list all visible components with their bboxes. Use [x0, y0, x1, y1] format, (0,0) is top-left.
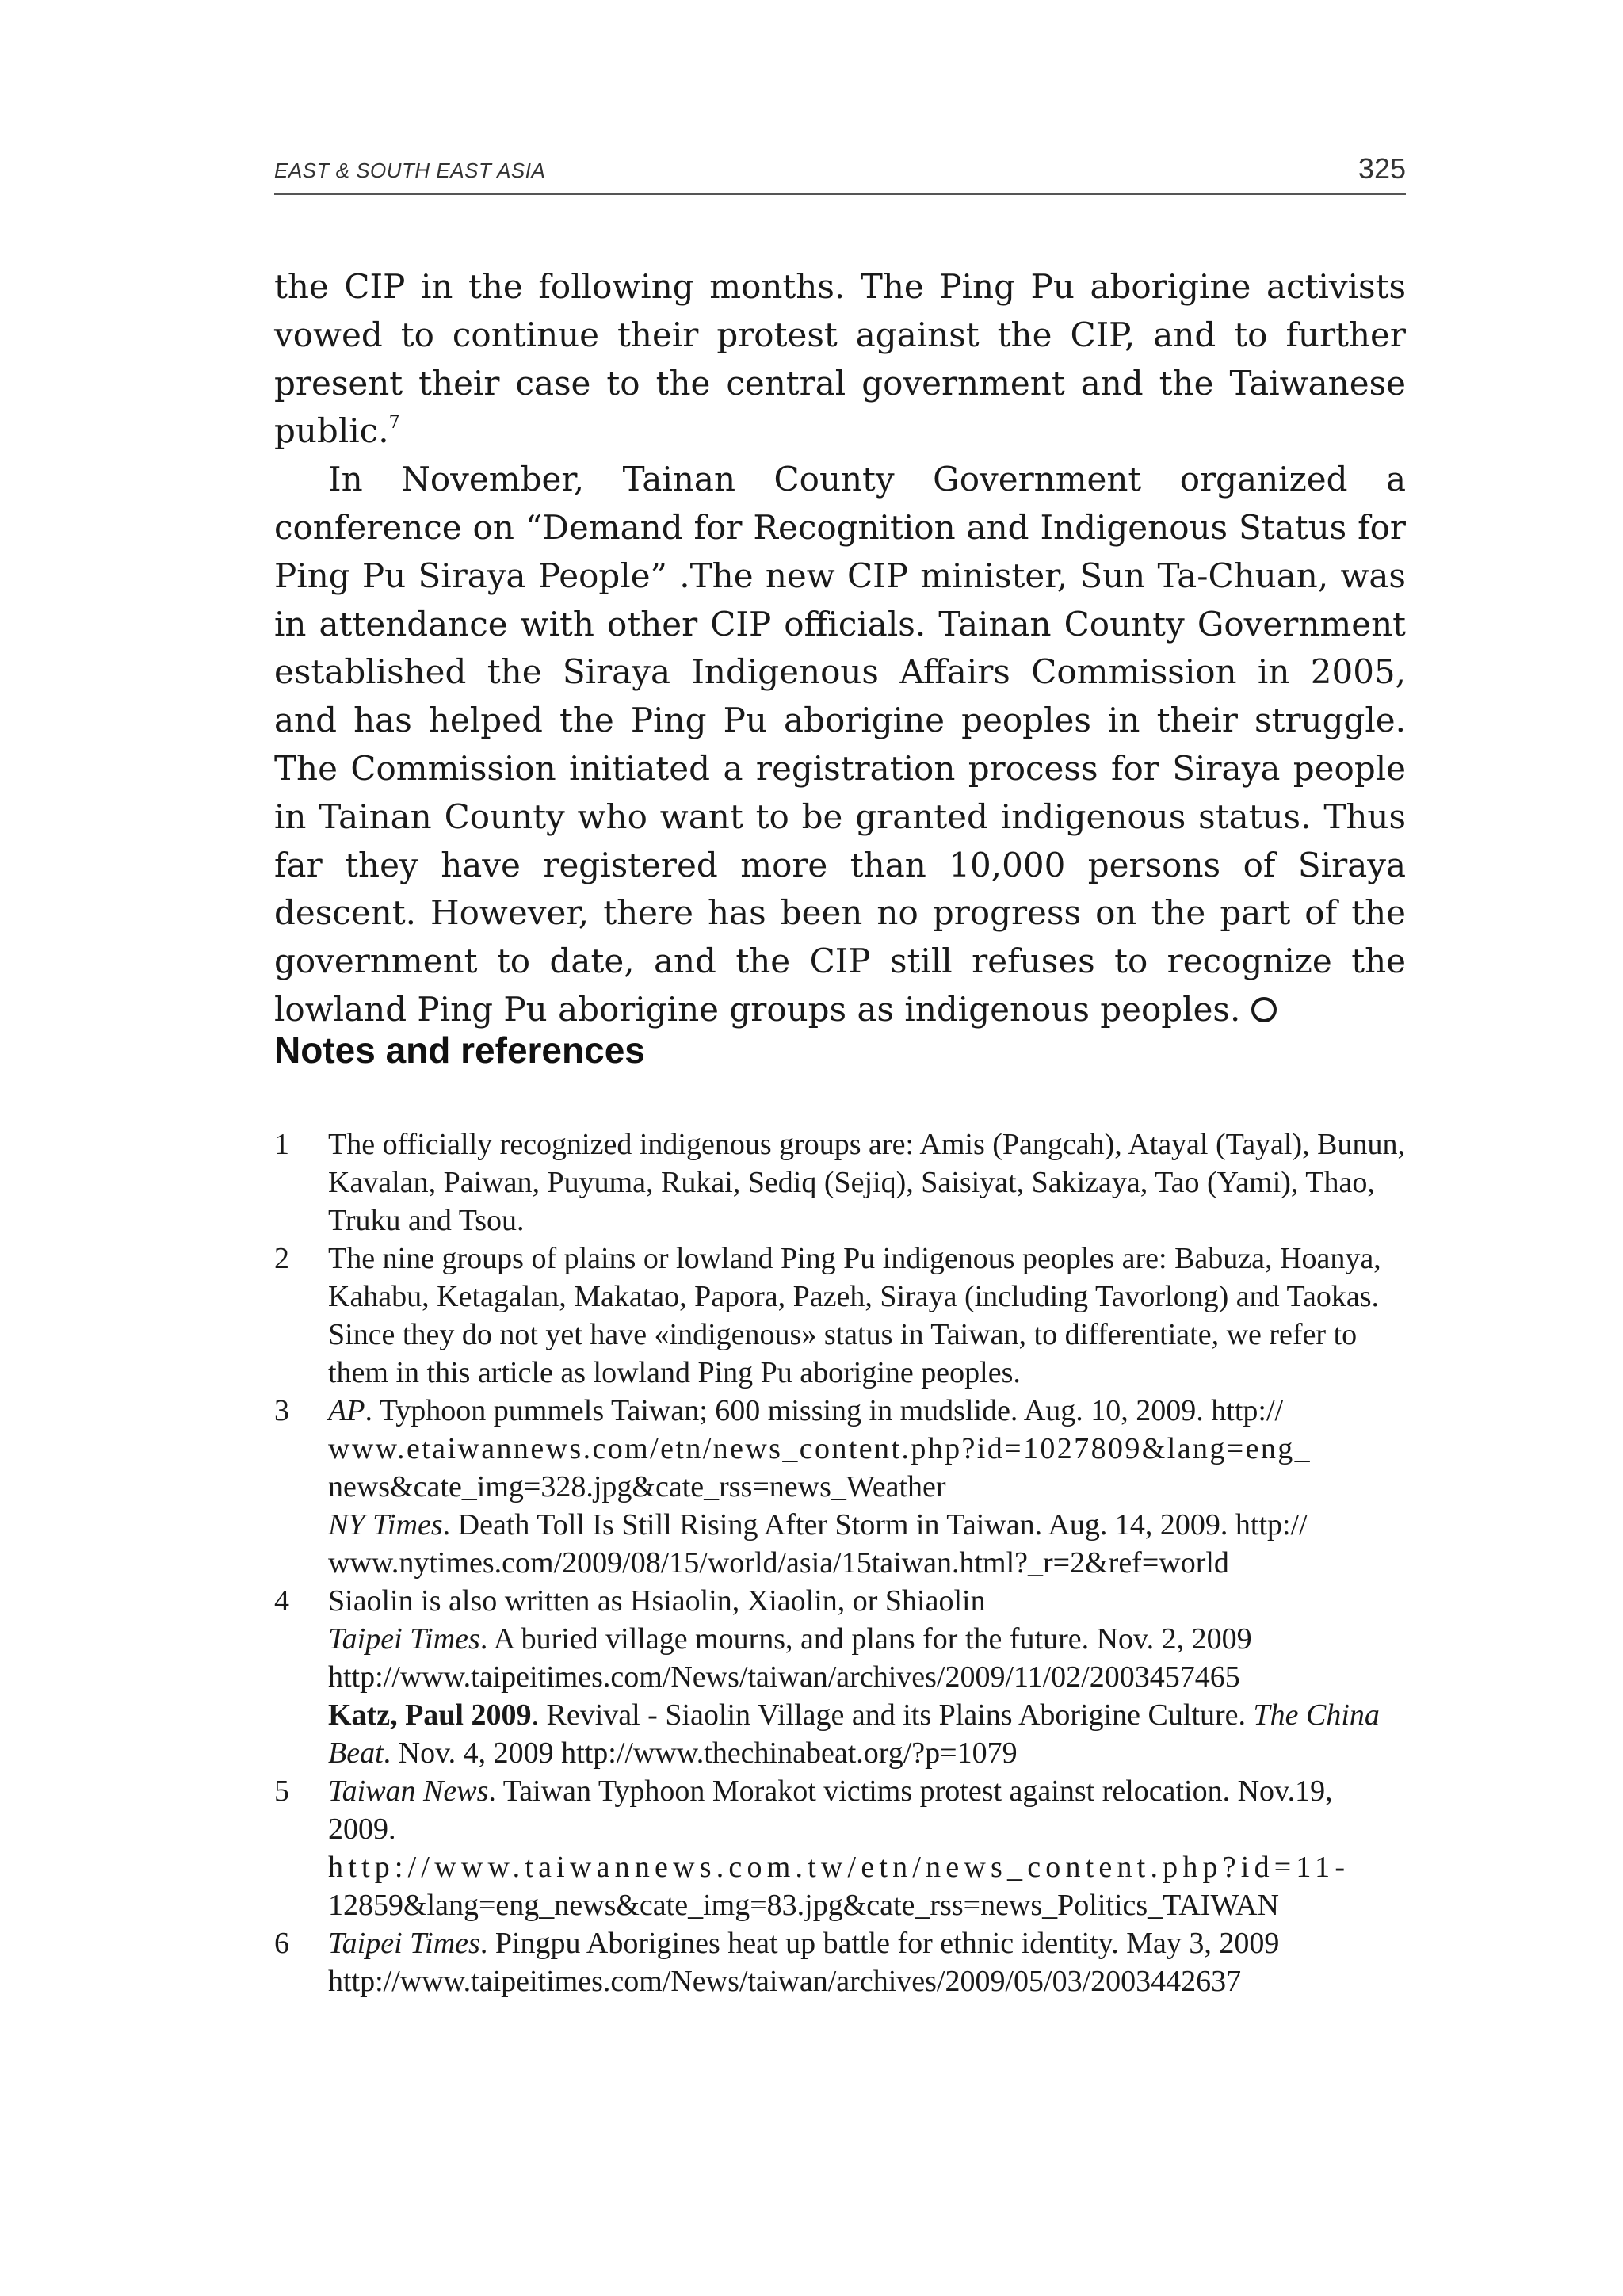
source-title: Taipei Times — [328, 1622, 480, 1656]
paragraph-2-text: In November, Tainan County Government organized a conference on “Demand for Recognition and Indigenous Status for Ping Pu Siraya People” .The new CIP minister, Sun Ta-Chuan, was in attendance with other CIP officials. Tainan County Government established the Siraya Indigenous Affairs Commission in 2005, and has helped the Ping Pu aborigine peoples in their struggle. The Commission initiated a registration process for Siraya people in Tainan County who want to be granted indigenous status. Thus far they have registered more than 10,000 persons of Siraya descent. However, there has been no progress on the part of the government to date, and the CIP still refuses to recognize the lowland Ping Pu aborigine groups as indigenous peoples. — [274, 460, 1406, 1029]
citation-text: . Taiwan Typhoon Morakot victims protest against relocation. Nov.19, 2009. — [328, 1775, 1333, 1846]
citation-text: . A buried village mourns, and plans for the future. Nov. 2, 2009 — [479, 1622, 1252, 1656]
author-name: Katz, Paul 2009 — [328, 1698, 532, 1732]
notes-heading: Notes and references — [274, 1030, 645, 1071]
note-number: 6 — [274, 1927, 289, 1960]
citation-text: . Nov. 4, 2009 http://www.thechinabeat.org/?p=1079 — [383, 1736, 1018, 1770]
note-number: 5 — [274, 1775, 289, 1808]
note-citation-taipei-times — [328, 1924, 1406, 1962]
source-title: Taiwan News — [328, 1775, 489, 1808]
url-link[interactable]: http://www.taipeitimes.com/News/taiwan/archives/2009/11/02/2003457465 — [328, 1660, 1240, 1694]
citation-text: . Death Toll Is Still Rising After Storm in Taiwan. Aug. 14, 2009. http:// — [442, 1508, 1308, 1541]
note-citation-taipei-times — [328, 1620, 1406, 1658]
footnote-ref-7[interactable]: 7 — [388, 413, 400, 434]
paragraph-continued — [274, 263, 1406, 456]
note-number: 1 — [274, 1128, 289, 1161]
running-header — [274, 152, 1406, 195]
source-title: Taipei Times — [328, 1927, 480, 1960]
source-title: NY Times — [328, 1508, 443, 1541]
note-text: The nine groups of plains or lowland Ping Pu indigenous peoples are: Babuza, Hoanya, Kahabu, Ketagalan, Makatao, Papora, Pazeh, Siraya (including Tavorlong) and Taokas. Since they do not yet have «indigenous» status in Taiwan, to differentiate, we refer to them in this article as lowland Ping Pu aborigine peoples. — [328, 1242, 1381, 1389]
body-text — [274, 263, 1406, 1034]
note-citation-ap — [328, 1392, 1406, 1430]
note-number: 3 — [274, 1394, 289, 1427]
note-3 — [274, 1392, 1406, 1582]
note-4 — [274, 1582, 1406, 1772]
url-link[interactable]: www.nytimes.com/2009/08/15/world/asia/15taiwan.html?_r=2&ref=world — [328, 1546, 1229, 1580]
running-title: EAST & SOUTH EAST ASIA — [274, 159, 546, 182]
source-title: AP — [328, 1394, 365, 1427]
url-link[interactable]: http://www.taiwannews.com.tw/etn/news_content.php?id=11- — [328, 1851, 1350, 1884]
note-text: The officially recognized indigenous groups are: Amis (Pangcah), Atayal (Tayal), Bunun, Kavalan, Paiwan, Puyuma, Rukai, Sediq (Sejiq), Saisiyat, Sakizaya, Tao (Yami), Thao, Truku and Tsou. — [328, 1128, 1405, 1237]
page-number: 325 — [1358, 152, 1406, 185]
paragraph-november-conference — [274, 456, 1406, 1034]
end-of-article-icon — [1251, 997, 1277, 1022]
note-text: Siaolin is also written as Hsiaolin, Xiaolin, or Shiaolin — [328, 1584, 986, 1618]
note-citation-nytimes — [328, 1506, 1406, 1544]
note-6 — [274, 1924, 1406, 2000]
note-number: 4 — [274, 1584, 289, 1618]
source-title: The China Beat — [328, 1698, 1380, 1770]
note-citation-katz — [328, 1696, 1406, 1772]
url-link-continued[interactable]: 12859&lang=eng_news&cate_img=83.jpg&cate_rss=news_Politics_TAIWAN — [328, 1889, 1279, 1922]
url-link[interactable]: http://www.taipeitimes.com/News/taiwan/archives/2009/05/03/2003442637 — [328, 1965, 1242, 1998]
citation-text: . Pingpu Aborigines heat up battle for ethnic identity. May 3, 2009 — [479, 1927, 1280, 1960]
citation-text: . Revival - Siaolin Village and its Plains Aborigine Culture. — [531, 1698, 1254, 1732]
note-2 — [274, 1240, 1406, 1392]
url-link[interactable]: www.etaiwannews.com/etn/news_content.php?id=1027809&lang=eng_ — [328, 1432, 1312, 1465]
notes-list — [274, 1125, 1406, 2000]
citation-text: . Typhoon pummels Taiwan; 600 missing in mudslide. Aug. 10, 2009. http:// — [365, 1394, 1284, 1427]
note-citation-taiwan-news — [328, 1772, 1406, 1848]
url-link-continued[interactable]: news&cate_img=328.jpg&cate_rss=news_Weather — [328, 1470, 946, 1503]
note-number: 2 — [274, 1242, 289, 1275]
note-1 — [274, 1125, 1406, 1240]
paragraph-1-text: the CIP in the following months. The Ping Pu aborigine activists vowed to continue their protest against the CIP, and to further present their case to the central government and the Taiwanese public. — [274, 267, 1406, 451]
note-5 — [274, 1772, 1406, 1924]
